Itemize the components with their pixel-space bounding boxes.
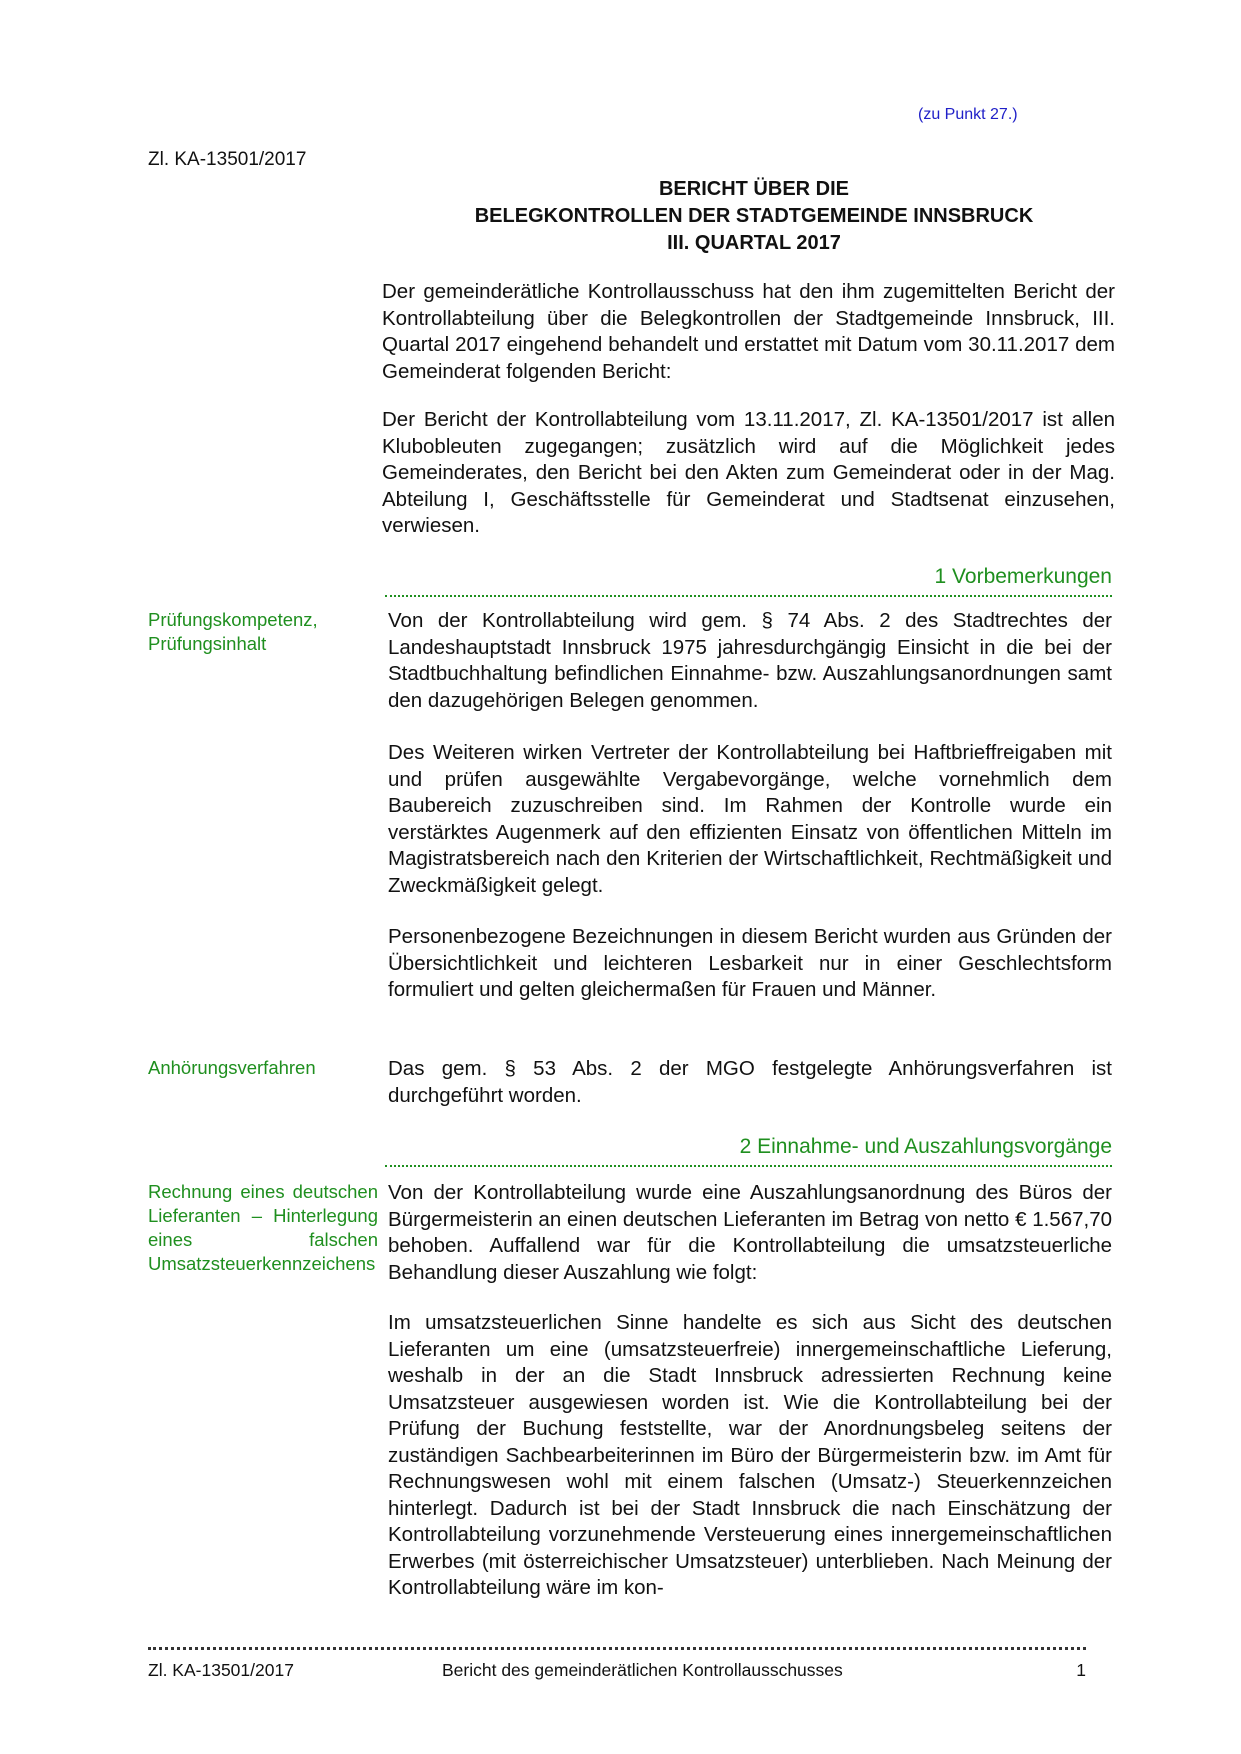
- side-label-pruefungskompetenz: Prüfungskompetenz, Prüfungsinhalt: [148, 609, 318, 654]
- section-2-heading: 2 Einnahme- und Auszahlungsvorgänge: [385, 1135, 1112, 1167]
- intro-paragraph-2: Der Bericht der Kontrollabteilung vom 13.11.2017, Zl. KA-13501/2017 ist allen Klubobleuten zugegangen; zusätzlich wird auf die Möglichkeit jedes Gemeinderates, den Bericht bei den Akten zum Gemeinderat oder in der Mag. Abteilung I, Geschäftsstelle für Gemeinderat und Stadtsenat einzusehen, verwiesen.: [382, 408, 1115, 537]
- intro-paragraph-1: Der gemeinderätliche Kontrollausschuss hat den ihm zugemittelten Bericht der Kontrollabteilung über die Belegkontrollen der Stadtgemeinde Innsbruck, III. Quartal 2017 eingehend behandelt und erstattet mit Datum vom 30.11.2017 dem Gemeinderat folgenden Bericht:: [382, 280, 1115, 383]
- section-1-paragraph-3: Personenbezogene Bezeichnungen in diesem Bericht wurden aus Gründen der Übersichtlichkeit und leichteren Lesbarkeit nur in einer Geschlechtsform formuliert und gelten gleichermaßen für Frauen und Männer.: [388, 925, 1112, 1001]
- side-label-anhoerungsverfahren: Anhörungsverfahren: [148, 1057, 316, 1078]
- section-2-paragraph-2: Im umsatzsteuerlichen Sinne handelte es sich aus Sicht des deutschen Lieferanten um eine (umsatzsteuerfreie) innergemeinschaftliche Lieferung, weshalb in der an die Stadt Innsbruck adressierten Rechnung keine Umsatzsteuer ausgewiesen worden ist. Wie die Kontrollabteilung bei der Prüfung der Buchung feststellte, war der Anordnungsbeleg seitens der zuständigen Sachbearbeiterinnen im Büro der Bürgermeisterin bzw. im Amt für Rechnungswesen wohl mit einem falschen (Umsatz-) Steuerkennzeichen hinterlegt. Dadurch ist bei der Stadt Innsbruck die nach Einschätzung der Kontrollabteilung vorzunehmende Versteuerung eines innergemeinschaftlichen Erwerbes (mit österreichischer Umsatzsteuer) unterblieben. Nach Meinung der Kontrollabteilung wäre im kon-: [388, 1311, 1112, 1599]
- title-line-2: BELEGKONTROLLEN DER STADTGEMEINDE INNSBRUCK: [474, 205, 1034, 227]
- title-line-3: III. QUARTAL 2017: [667, 232, 841, 254]
- report-title: [384, 176, 1124, 257]
- page-number: 1: [1076, 1660, 1086, 1680]
- section-1-paragraph-4: Das gem. § 53 Abs. 2 der MGO festgelegte Anhörungsverfahren ist durchgeführt worden.: [388, 1057, 1112, 1107]
- reference-number: Zl. KA-13501/2017: [148, 149, 307, 170]
- agenda-reference: (zu Punkt 27.): [918, 106, 1018, 123]
- section-1-paragraph-2: Des Weiteren wirken Vertreter der Kontrollabteilung bei Haftbrieffreigaben mit und prüfen ausgewählte Vergabevorgänge, welche vornehmlich dem Baubereich zuzuschreiben sind. Im Rahmen der Kontrolle wurde ein verstärktes Augenmerk auf den effizienten Einsatz von öffentlichen Mitteln im Magistratsbereich nach den Kriterien der Wirtschaftlichkeit, Rechtmäßigkeit und Zweckmäßigkeit gelegt.: [388, 741, 1112, 897]
- title-line-1: BERICHT ÜBER DIE: [658, 178, 849, 200]
- section-2-paragraph-1: Von der Kontrollabteilung wurde eine Auszahlungsanordnung des Büros der Bürgermeisterin an einen deutschen Lieferanten im Betrag von netto € 1.567,70 behoben. Auffallend war für die Kontrollabteilung die umsatzsteuerliche Behandlung dieser Auszahlung wie folgt:: [388, 1181, 1112, 1284]
- footer-reference: Zl. KA-13501/2017: [148, 1660, 294, 1680]
- section-1-heading: 1 Vorbemerkungen: [385, 565, 1112, 597]
- footer-divider: [148, 1647, 1086, 1650]
- footer-title: Bericht des gemeinderätlichen Kontrollausschusses: [442, 1660, 843, 1680]
- side-label-rechnung: Rechnung eines deutschen Lieferanten – Hinterlegung eines falschen Umsatzsteuerkennzeichens: [148, 1181, 378, 1274]
- section-1-paragraph-1: Von der Kontrollabteilung wird gem. § 74 Abs. 2 des Stadtrechtes der Landeshauptstadt Innsbruck 1975 jahresdurchgängig Einsicht in die bei der Stadtbuchhaltung befindlichen Einnahme- bzw. Auszahlungsanordnungen samt den dazugehörigen Belegen genommen.: [388, 609, 1112, 712]
